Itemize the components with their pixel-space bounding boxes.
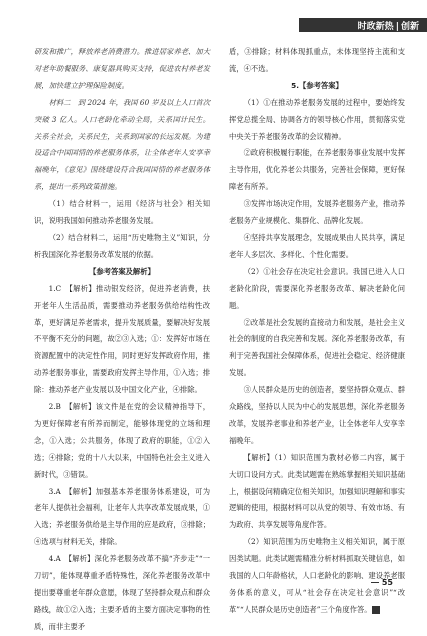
intro-text: 研发和推广，释放养老消费潜力。推进居家养老、加大对老年助餐服务、康复器具购买支持，促进农村养老发展，加快建立护理保险制度。 [34, 47, 210, 90]
answer-2: 2.B 【解析】该文件是在党的会议精神指导下，为更好保障老有所养而制定，能够体现党的立场和理念，①入选；公共服务，体现了政府的职能，①②入选；④排除；党的十八大以来，中国特色社会主义进入新时代，③错误。 [34, 402, 210, 479]
end-mark-icon: Z [372, 606, 380, 614]
answer-4: 4.A 【解析】深化养老服务改革不搞“齐步走”“一刀切”，能体现尊重矛盾特殊性，深化养老服务改革中提出要尊重老年群众意愿，体现了坚持群众观点和群众路线，故①②入选；主要矛盾的主要方面决定事物的性质，而非主要矛 [34, 554, 210, 631]
footer-dash [371, 582, 379, 583]
brand-left: 时政新热 [357, 22, 394, 32]
page-number: 55 [381, 578, 393, 587]
answer-5-heading: 5.【参考答案】 [291, 80, 343, 90]
header-brand: 时政新热 | 创新 [357, 22, 419, 32]
answer-5-analysis-2-text: （2）知识范围为历史唯物主义相关知识，属于原因类试题。此类试题需精准分析材料抓取关键信息，如我国的人口年龄格状，人口老龄化的影响、建设养老服务体系的意义，可从“社会存在决定社会意识”“改革”“人民群众是历史创造者”三个角度作答。 [229, 537, 405, 614]
brand-right: 创新 [400, 22, 419, 32]
right-column [229, 44, 405, 619]
page-footer [371, 578, 393, 587]
answer-5-part-3: ③发挥市场决定作用，发展养老服务产业，推动养老服务产业规模化、集群化、品牌化发展。 [229, 199, 405, 226]
answer-3: 3.A 【解析】加强基本养老服务体系建设，可为老年人提供社会福利，让老年人共享改革发展成果，①入选；养老服务供给是主导作用的应是政府，③排除；④选项与材料无关，排除。 [34, 486, 210, 547]
answer-5-part-6: ②改革是社会发展的直接动力和发展，是社会主义社会的制度的自我完善和发展。深化养老服务改革，有利于完善我国社会保障体系，促进社会稳定、经济健康发展。 [229, 317, 405, 378]
answer-5-part-7: ③人民群众是历史的创造者，要坚持群众观点、群众路线，坚持以人民为中心的发展思想，深化养老服务改革，发展养老事业和养老产业，让全体老年人安享幸福晚年。 [229, 385, 405, 445]
answer-5-analysis-2 [229, 534, 405, 619]
left-column [34, 44, 210, 636]
question-2: （2）结合材料二，运用“历史唯物主义”知识，分析我国深化养老服务改革发展的依据。 [34, 232, 210, 259]
answer-5-part-4: ④坚持共享发展理念，发展成果由人民共享，满足老年人多层次、多样化、个性化需要。 [229, 232, 405, 259]
material-2: 材料二 到 2024 年，我国 60 岁及以上人口首次突破 3 亿人。人口老龄化牵动全局，关系国计民生。关系全社会，关系民生，关系到国家的长远发展。为建设适合中国国情的养老服务体系，让全体老年人安享幸福晚年，《意见》围绕建设符合我国国情的养老服务体系，提出一系列政策措施。 [34, 97, 210, 192]
answer-4-cont: 盾，③排除；材料体现抓重点，未体现坚持主流和支流，④不选。 [229, 47, 405, 73]
answer-5-part-2: ②政府积极履行职能，在养老服务事业发展中发挥主导作用，优化养老公共服务，完善社会保障，更好保障老有所养。 [229, 148, 405, 192]
answer-heading: 【参考答案及解析】 [89, 266, 155, 276]
answer-5-part-5: （2）①社会存在决定社会意识。我国已进入人口老龄化阶段，需要深化养老服务改革、解决老龄化问题。 [229, 266, 405, 310]
answer-5-part-1: （1）①在推动养老服务发展的过程中，要始终发挥党总揽全局、协调各方的领导核心作用，贯彻落实党中央关于养老服务改革的会议精神。 [229, 97, 405, 141]
page-header [0, 16, 427, 36]
question-1: （1）结合材料一，运用《经济与社会》相关知识，说明我国如何推动养老服务发展。 [34, 199, 210, 226]
answer-1: 1.C 【解析】推动银发经济，促进养老消费，扶开老年人生活品质，需要推动养老服务供给结构性改革，更好满足养老需求，提升发展质量，要解决好发展不平衡不充分的问题，故②③入选；①：发挥好市场在资源配置中的决定性作用，同时更好发挥政府作用，推动养老服务事业，需要政府发挥主导作用，①入选；排除：推动养老产业发展以及中国文化产业，④排除。 [34, 283, 210, 395]
answer-5-analysis-1: 【解析】（1）知识范围为教材必修二内容，属于大切口设问方式。此类试题需在熟练掌握相关知识基础上，根据设问精确定位相关知识，加强知识理解和事实逻辑的使用，根据材料可以从党的领导、有效市场、有为政府、共享发展等角度作答。 [229, 452, 405, 530]
